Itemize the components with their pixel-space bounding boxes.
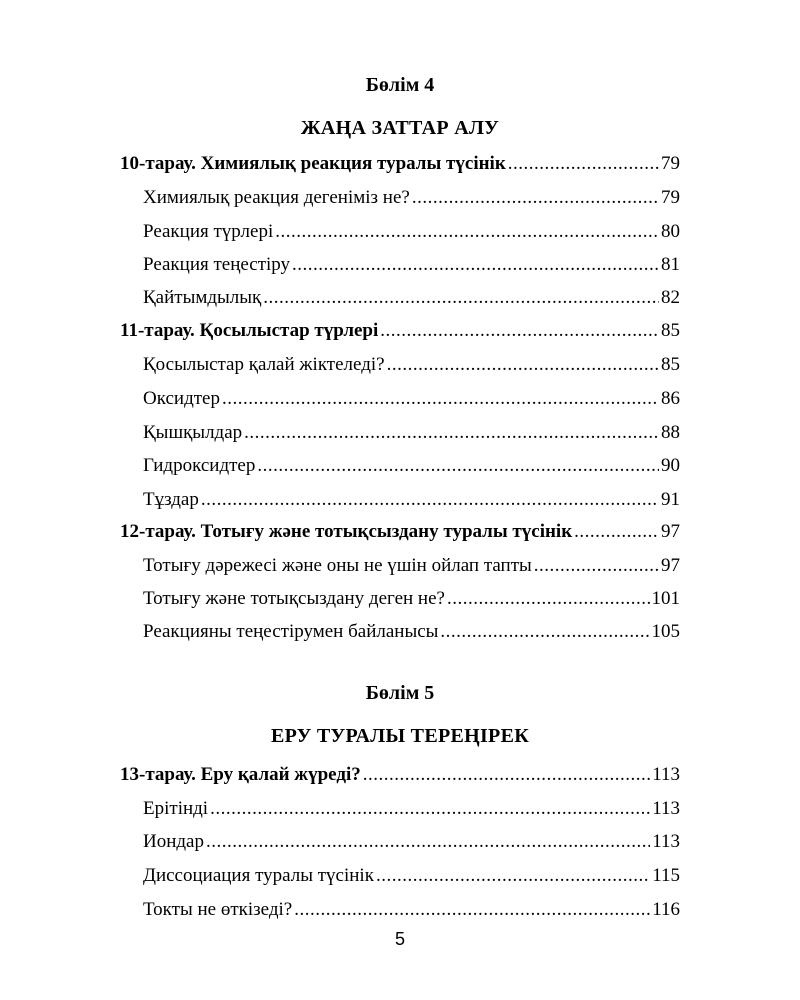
toc-entry-title: Реакция түрлері xyxy=(143,221,274,242)
page-number: 5 xyxy=(394,929,405,949)
toc-leader-dots xyxy=(440,620,649,644)
toc-section[interactable] xyxy=(143,253,680,277)
toc-entry-page: 105 xyxy=(651,621,680,642)
toc-entry-title: Химиялық реакция дегеніміз не? xyxy=(143,187,410,208)
toc-leader-dots xyxy=(574,520,659,544)
toc-entry-title: Токты не өткізеді? xyxy=(143,899,293,920)
toc-leader-dots xyxy=(244,421,659,445)
toc-leader-dots xyxy=(275,220,659,244)
toc-leader-dots xyxy=(387,353,659,377)
toc-leader-dots xyxy=(292,253,659,277)
toc-entry-title: Иондар xyxy=(143,831,204,852)
toc-chapter-12[interactable] xyxy=(120,520,680,544)
toc-entry-page: 88 xyxy=(661,422,680,443)
toc-entry-page: 79 xyxy=(661,187,680,208)
toc-entry-title: 11-тарау. Қосылыстар түрлері xyxy=(120,320,379,341)
toc-section[interactable] xyxy=(143,454,680,478)
toc-leader-dots xyxy=(222,387,659,411)
toc-entry-title: Ерітінді xyxy=(143,798,209,819)
toc-leader-dots xyxy=(412,186,659,210)
toc-entry-page: 85 xyxy=(661,354,680,375)
toc-entry-page: 79 xyxy=(661,153,680,174)
toc-chapter-11[interactable] xyxy=(120,319,680,343)
toc-entry-page: 90 xyxy=(661,455,680,476)
toc-entry-title: Диссоциация туралы түсінік xyxy=(143,865,374,886)
toc-entry-page: 116 xyxy=(652,899,680,920)
part-4-heading: ЖАҢА ЗАТТАР АЛУ xyxy=(300,117,500,139)
toc-leader-dots xyxy=(363,763,650,787)
toc-entry-title: Қайтымдылық xyxy=(143,287,262,308)
toc-entry-title: Тотығу дәрежесі және оны не үшін ойлап тапты xyxy=(143,555,532,576)
toc-entry-title: Қосылыстар қалай жіктеледі? xyxy=(143,354,385,375)
toc-entry-title: 12-тарау. Тотығу және тотықсыздану туралы түсінік xyxy=(120,521,573,542)
toc-entry-title: Қышқылдар xyxy=(143,422,243,443)
part-5-heading: ЕРУ ТУРАЛЫ ТЕРЕҢІРЕК xyxy=(270,725,530,747)
toc-entry-page: 113 xyxy=(652,764,680,785)
toc-entry-page: 97 xyxy=(661,555,680,576)
toc-leader-dots xyxy=(534,554,659,578)
toc-entry-page: 91 xyxy=(661,489,680,510)
toc-leader-dots xyxy=(201,488,659,512)
toc-section[interactable] xyxy=(143,286,680,310)
toc-entry-title: Тотығу және тотықсыздану деген не? xyxy=(143,588,445,609)
toc-entry-page: 82 xyxy=(661,287,680,308)
toc-leader-dots xyxy=(206,830,650,854)
toc-section[interactable] xyxy=(143,898,680,922)
toc-leader-dots xyxy=(294,898,650,922)
toc-section[interactable] xyxy=(143,830,680,854)
toc-entry-title: 13-тарау. Еру қалай жүреді? xyxy=(120,764,361,785)
toc-entry-title: 10-тарау. Химиялық реакция туралы түсінік xyxy=(120,153,506,174)
toc-entry-title: Реакцияны теңестірумен байланысы xyxy=(143,621,439,642)
toc-entry-page: 101 xyxy=(651,588,680,609)
toc-section[interactable] xyxy=(143,587,680,611)
toc-leader-dots xyxy=(263,286,659,310)
toc-leader-dots xyxy=(380,319,659,343)
toc-section[interactable] xyxy=(143,620,680,644)
toc-entry-page: 113 xyxy=(652,831,680,852)
toc-leader-dots xyxy=(447,587,650,611)
toc-section[interactable] xyxy=(143,353,680,377)
toc-entry-page: 113 xyxy=(652,798,680,819)
toc-leader-dots xyxy=(210,797,650,821)
toc-entry-title: Оксидтер xyxy=(143,388,220,409)
toc-leader-dots xyxy=(508,152,659,176)
toc-section[interactable] xyxy=(143,421,680,445)
toc-leader-dots xyxy=(376,864,650,888)
toc-section[interactable] xyxy=(143,387,680,411)
toc-entry-title: Тұздар xyxy=(143,489,199,510)
toc-section[interactable] xyxy=(143,220,680,244)
toc-section[interactable] xyxy=(143,864,680,888)
toc-entry-page: 97 xyxy=(661,521,680,542)
toc-chapter-13[interactable] xyxy=(120,763,680,787)
toc-chapter-10[interactable] xyxy=(120,152,680,176)
toc-entry-page: 80 xyxy=(661,221,680,242)
toc-leader-dots xyxy=(257,454,659,478)
toc-entry-page: 86 xyxy=(661,388,680,409)
toc-section[interactable] xyxy=(143,488,680,512)
toc-section[interactable] xyxy=(143,554,680,578)
part-5-label: Бөлім 5 xyxy=(365,682,435,704)
toc-section[interactable] xyxy=(143,186,680,210)
part-4-label: Бөлім 4 xyxy=(365,74,435,96)
toc-section[interactable] xyxy=(143,797,680,821)
toc-entry-title: Реакция теңестіру xyxy=(143,254,291,275)
toc-entry-page: 85 xyxy=(661,320,680,341)
toc-entry-page: 81 xyxy=(661,254,680,275)
toc-entry-title: Гидроксидтер xyxy=(143,455,256,476)
toc-entry-page: 115 xyxy=(652,865,680,886)
